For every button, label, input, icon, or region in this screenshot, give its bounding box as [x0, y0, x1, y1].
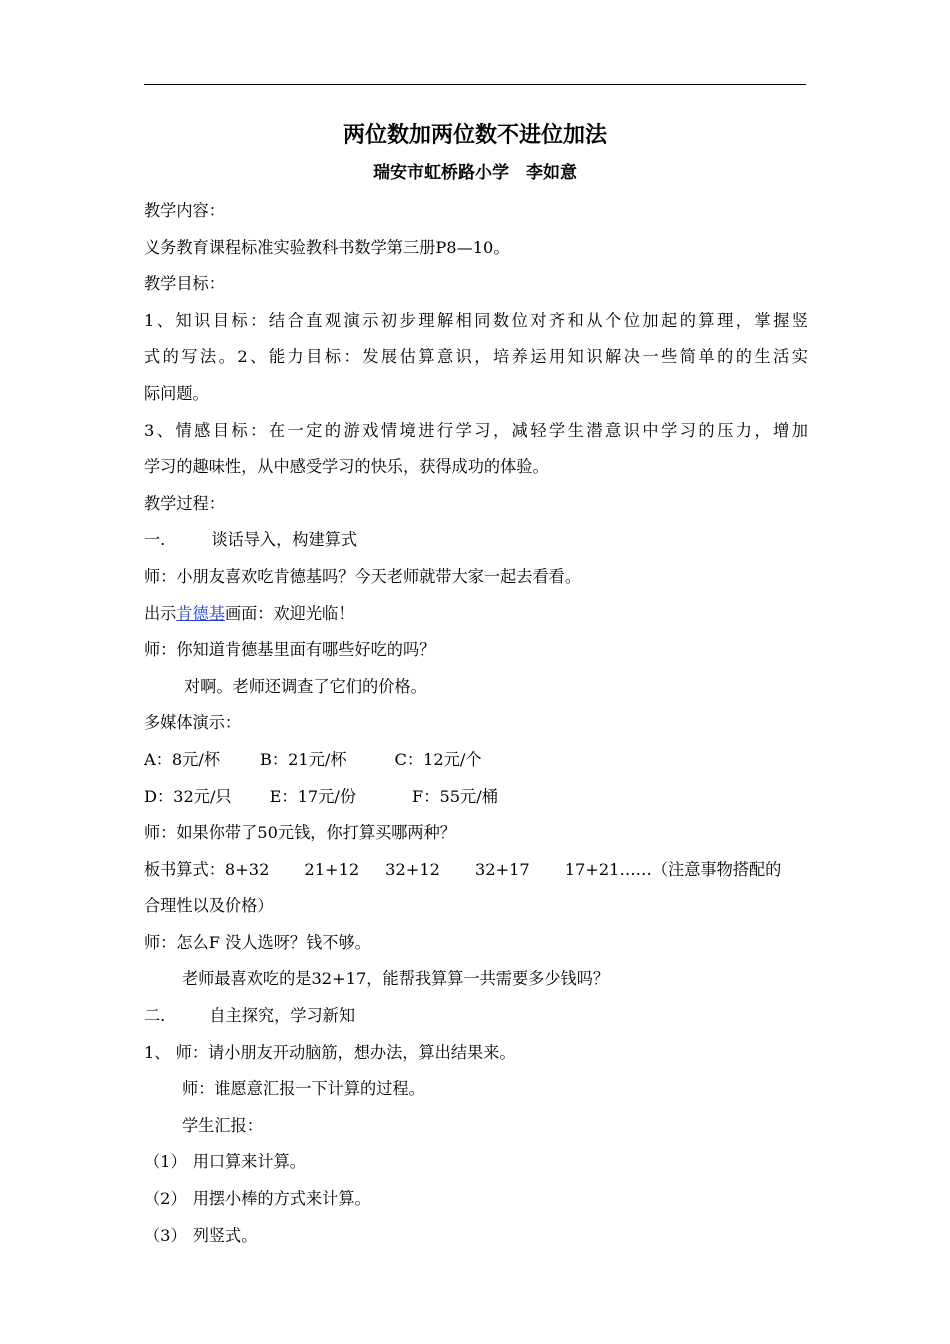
method-1-text: 用口算来计算。 [192, 1152, 306, 1172]
teacher-line-2: 师：你知道肯德基里面有哪些好吃的吗？ [144, 640, 436, 660]
goal1-line1: 1、知识目标：结合直观演示初步理解相同数位对齐和从个位加起的算理，掌握竖 [144, 310, 808, 330]
content-text: 义务教育课程标准实验教科书数学第三册P8—10。 [144, 237, 510, 257]
kfc-link[interactable]: 肯德基 [176, 603, 225, 623]
goal1-line3: 际问题。 [144, 383, 209, 403]
method-2 [144, 1181, 808, 1218]
section2-heading [144, 998, 808, 1035]
method-2-text: 用摆小棒的方式来计算。 [192, 1189, 371, 1209]
board-equations [144, 852, 808, 889]
step-line-1: 1、 师：请小朋友开动脑筋，想办法，算出结果来。 [144, 1042, 516, 1062]
header-rule [144, 84, 806, 85]
method-3-number: （3） [144, 1225, 187, 1245]
teacher-line-3: 对啊。老师还调查了它们的价格。 [184, 676, 427, 696]
section1-number: 一. [144, 530, 166, 550]
equation-3: 32+17 [474, 859, 530, 879]
section1-heading [144, 522, 808, 559]
section2-title: 自主探究，学习新知 [209, 1006, 356, 1026]
document-body [144, 193, 808, 1254]
method-1 [144, 1144, 808, 1181]
price-e: E：17元/份 [269, 786, 357, 806]
section2-number: 二. [144, 1006, 166, 1026]
equation-4: 17+21……（注意事物搭配的 [564, 859, 782, 879]
board-line-2: 合理性以及价格） [144, 896, 274, 916]
process-label: 教学过程： [144, 493, 225, 513]
price-c: C：12元/个 [394, 749, 482, 769]
teacher-line-5: 师：怎么F 没人选呀？钱不够。 [144, 932, 371, 952]
show-line [144, 596, 808, 633]
price-row-2 [144, 779, 808, 816]
media-label: 多媒体演示： [144, 713, 242, 733]
teacher-line-1: 师：小朋友喜欢吃肯德基吗？今天老师就带大家一起去看看。 [144, 566, 582, 586]
method-3-text: 列竖式。 [192, 1225, 258, 1245]
goal3-line2: 学习的趣味性，从中感受学习的快乐，获得成功的体验。 [144, 457, 549, 477]
section1-title: 谈话导入，构建算式 [211, 530, 358, 550]
goals-label: 教学目标： [144, 274, 225, 294]
price-a: A：8元/杯 [144, 749, 221, 769]
page-title: 两位数加两位数不进位加法 [342, 123, 607, 148]
teacher-line-6: 老师最喜欢吃的是32+17，能帮我算算一共需要多少钱吗？ [182, 969, 610, 989]
equation-2: 32+12 [385, 859, 440, 879]
method-3 [144, 1218, 808, 1255]
teacher-line-4: 师：如果你带了50元钱，你打算买哪两种？ [144, 823, 456, 843]
goal1-line2: 式的写法。2、能力目标：发展估算意识，培养运用知识解决一些简单的的生活实 [144, 347, 808, 367]
step-line-2: 师：谁愿意汇报一下计算的过程。 [182, 1079, 425, 1099]
show-prefix: 出示 [144, 603, 177, 623]
goal3-line1: 3、情感目标：在一定的游戏情境进行学习，减轻学生潜意识中学习的压力，增加 [144, 420, 808, 440]
price-d: D：32元/只 [144, 786, 232, 806]
price-row-1 [144, 742, 808, 779]
step-line-3: 学生汇报： [182, 1115, 263, 1135]
equation-1: 21+12 [304, 859, 360, 879]
method-1-number: （1） [144, 1152, 187, 1172]
author-line: 瑞安市虹桥路小学 李如意 [373, 163, 577, 183]
board-label: 板书算式：8+32 [144, 859, 270, 879]
price-f: F：55元/桶 [412, 786, 498, 806]
price-b: B：21元/杯 [260, 749, 347, 769]
method-2-number: （2） [144, 1189, 187, 1209]
content-label: 教学内容： [144, 201, 225, 220]
show-suffix: 画面：欢迎光临！ [224, 603, 355, 623]
